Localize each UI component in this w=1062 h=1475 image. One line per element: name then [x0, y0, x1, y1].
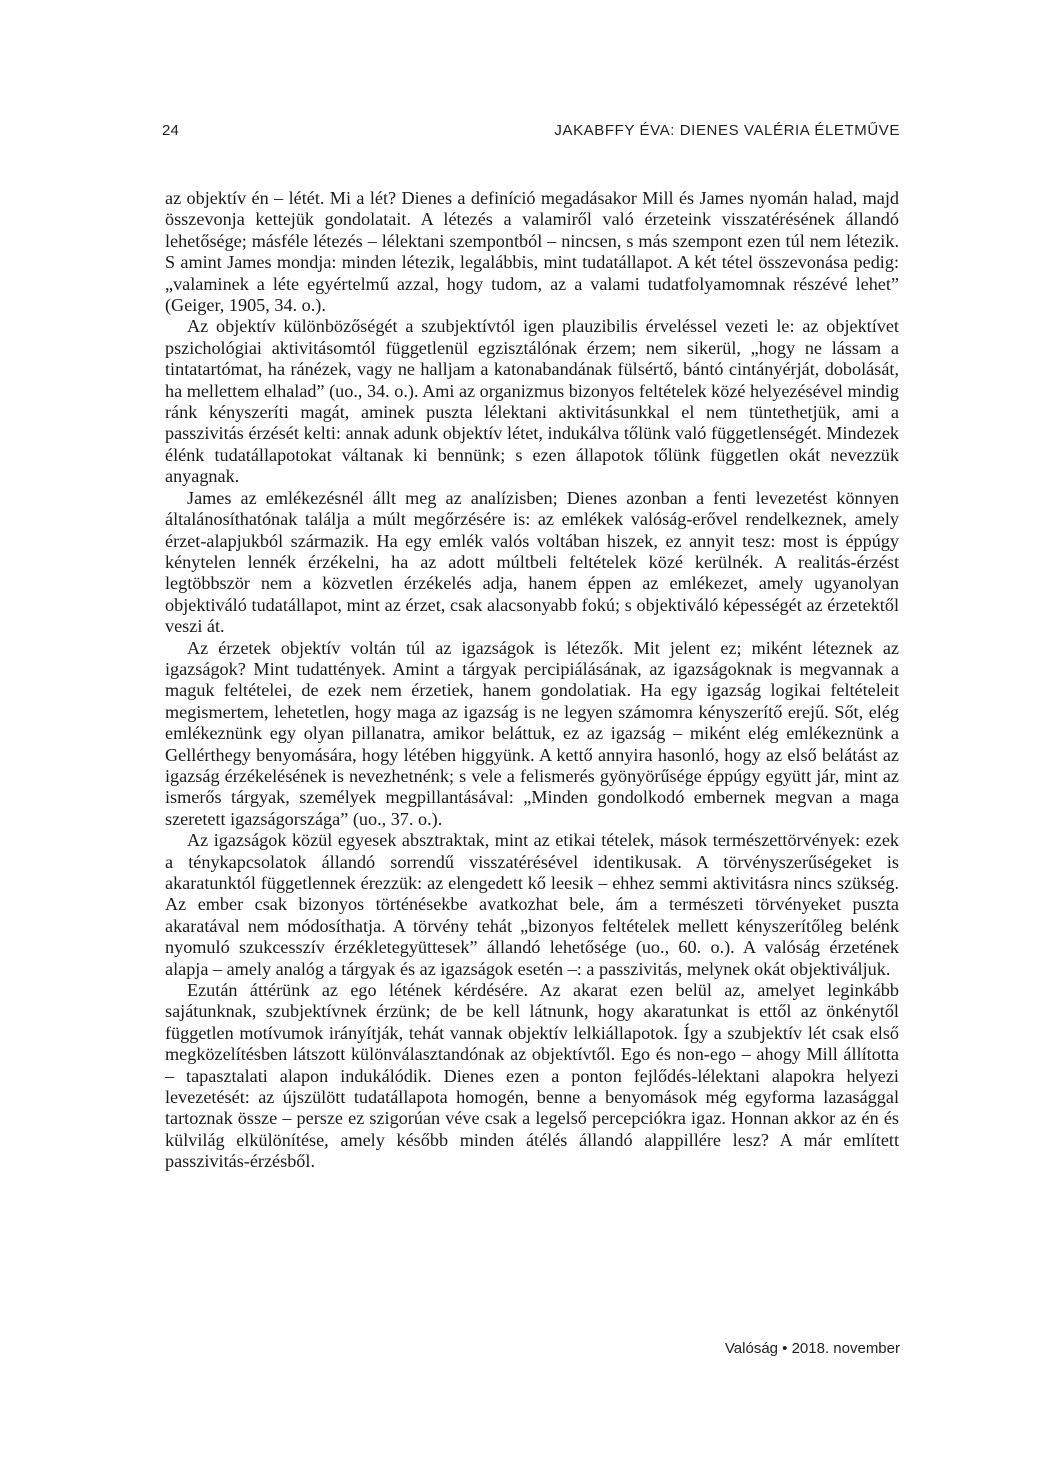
paragraph-3: James az emlékezésnél állt meg az analízisben; Dienes azonban a fenti levezetést könnyen általánosíthatónak találja a múlt megőrzésére is: az emlékek valóság-erővel rendelkeznek, amely érzet-alapjukból származik. Ha egy emlék valós voltában hiszek, ez annyit tesz: most is éppúgy kénytelen lennék érzékelni, ha az adott múltbeli feltételek közé kerülnék. A realitás-érzést legtöbbször nem a közvetlen érzékelés adja, hanem éppen az emlékezet, amely ugyanolyan objektiváló tudatállapot, mint az érzet, csak alacsonyabb fokú; s objektiváló képességét az érzetektől veszi át. [165, 487, 899, 637]
paragraph-1: az objektív én – létét. Mi a lét? Dienes a definíció megadásakor Mill és James nyomán halad, majd összevonja kettejük gondolatait. A létezés a valamiről való érzeteink visszatérésének állandó lehetősége; másféle létezés – lélektani szempontból – nincsen, s más szempont ezen túl nem létezik. S amint James mondja: minden létezik, legalábbis, mint tudatállapot. A két tétel összevonása pedig: „valaminek a léte egyértelmű azzal, hogy tudom, az a valami tudatfolyamomnak részévé lehet” (Geiger, 1905, 34. o.). [165, 188, 899, 316]
paragraph-5: Az igazságok közül egyesek absztraktak, mint az etikai tételek, mások természettörvények: ezek a ténykapcsolatok állandó sorrendű visszatérésével identikusak. A törvényszerűségeket is akaratunktól függetlennek érezzük: az elengedett kő leesik – ehhez semmi aktivitásra nincs szükség. Az ember csak bizonyos történésekbe avatkozhat bele, ám a természeti törvényeket puszta akaratával nem módosíthatja. A törvény tehát „bizonyos feltételek mellett kényszerítőleg belénk nyomuló szukcesszív érzékletegyüttesek” állandó lehetősége (uo., 60. o.). A valóság érzetének alapja – amely analóg a tárgyak és az igazságok esetén –: a passzivitás, melynek okát objektiváljuk. [165, 830, 899, 979]
paragraph-2: Az objektív különbözőségét a szubjektívtól igen plauzibilis érveléssel vezeti le: az objektívet pszichológiai aktivitásomtól függetlenül egzisztálónak érzem; nem sikerül, „hogy ne lássam a tintatartómat, ha ránézek, vagy ne halljam a katonabandának fülsértő, bántó cintányérját, dobolását, ha mellettem elhalad” (uo., 34. o.). Ami az organizmus bizonyos feltételek közé helyezésével mindig ránk kényszeríti magát, aminek puszta lélektani aktivitásunkkal el nem tüntethetjük, ami a passzivitás érzését kelti: annak adunk objektív létet, indukálva tőlünk való függetlenségét. Mindezek élénk tudatállapotokat váltanak ki bennünk; s ezen állapotok tőlünk független okát nevezzük anyagnak. [165, 316, 899, 487]
running-title: JAKABFFY ÉVA: DIENES VALÉRIA ÉLETMŰVE [554, 122, 900, 139]
page-number: 24 [162, 122, 180, 139]
paragraph-4: Az érzetek objektív voltán túl az igazságok is létezők. Mit jelent ez; miként léteznek az igazságok? Mint tudattények. Amint a tárgyak percipiálásának, az igazságoknak is megvannak a maguk feltételei, de ezek nem érzetiek, hanem gondolatiak. Ha egy igazság logikai feltételeit megismertem, lehetetlen, hogy maga az igazság is ne legyen számomra kényszerítő erejű. Sőt, elég emlékeznünk egy olyan pillanatra, amikor beláttuk, ez az igazság – miként elég emlékeznünk a Gellérthegy benyomására, hogy létében higgyünk. A kettő annyira hasonló, hogy az első belátást az igazság érzékelésének is nevezhetnénk; s vele a felismerés gyönyörűsége éppúgy együtt jár, mint az ismerős tárgyak, személyek megpillantásával: „Minden gondolkodó embernek megvan a maga szeretett igazságországa” (uo., 37. o.). [165, 637, 899, 829]
page-footer: Valóság • 2018. november [724, 1340, 900, 1357]
running-header [162, 122, 900, 144]
article-body [165, 188, 899, 1173]
paragraph-6: Ezután áttérünk az ego létének kérdésére. Az akarat ezen belül az, amelyet leginkább sajátunknak, szubjektívnek érzünk; de be kell látnunk, hogy akaratunkat is ettől az önkénytől független motívumok irányítják, tehát vannak objektív lelkiállapotok. Így a szubjektív lét csak első megközelítésben látszott különválasztandónak az objektívtől. Ego és non-ego – ahogy Mill állította – tapasztalati alapon indukálódik. Dienes ezen a ponton fejlődés-lélektani alapokra helyezi levezetését: az újszülött tudatállapota homogén, benne a benyomások még egyforma lazasággal tartoznak össze – persze ez szigorúan véve csak a legelső percepciókra igaz. Honnan akkor az én és külvilág elkülönítése, amely később minden átélés állandó alappillére lesz? A már említett passzivitás-érzésből. [165, 980, 899, 1172]
